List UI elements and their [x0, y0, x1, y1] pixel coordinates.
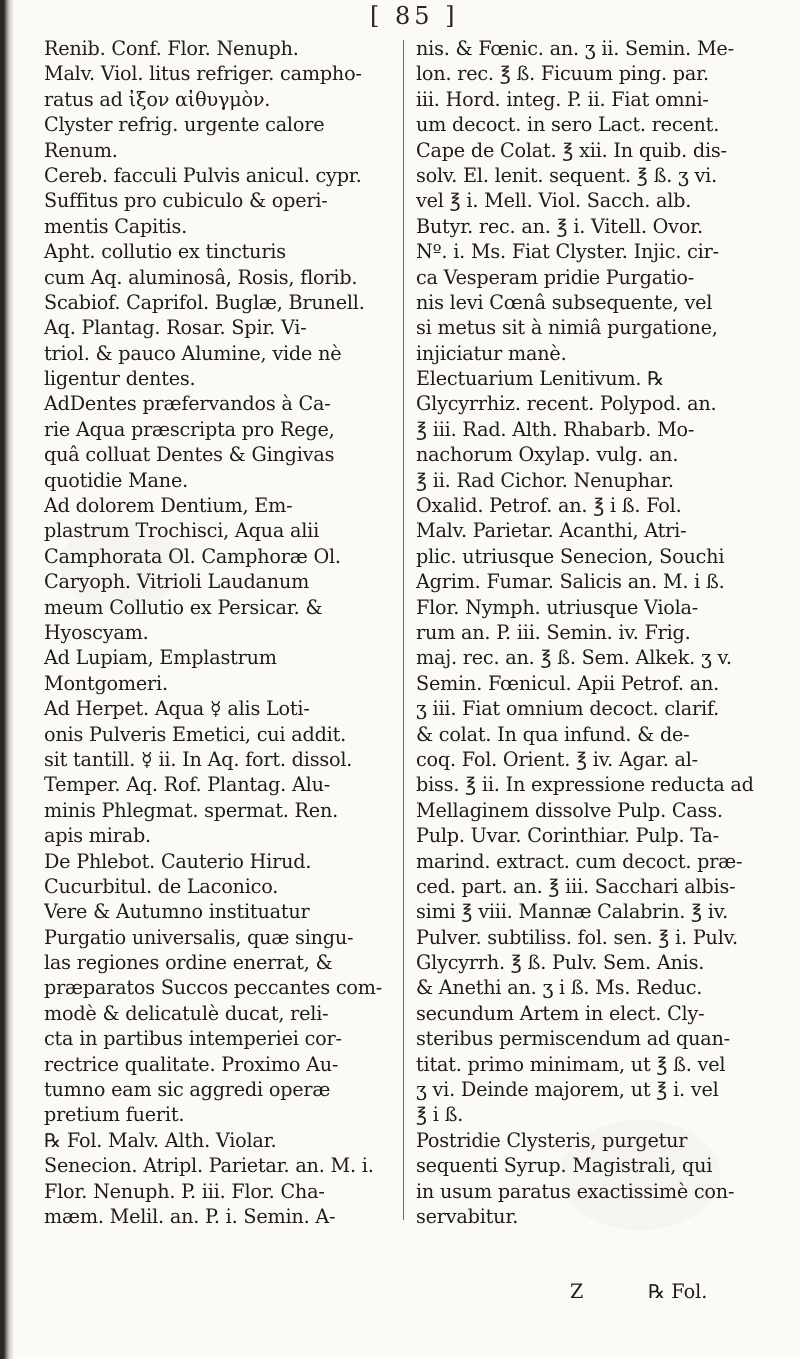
text-line: Camphorata Ol. Camphoræ Ol. [44, 544, 341, 568]
text-line: Purgatio universalis, quæ singu- [44, 925, 354, 949]
text-line: Senecion. Atripl. Parietar. an. M. i. [44, 1154, 374, 1178]
text-line: quotidie Mane. [44, 468, 189, 492]
text-line: Caryoph. Vitrioli Laudanum [44, 570, 310, 594]
text-line: in usum paratus exactissimè con- [416, 1179, 735, 1203]
text-line: cta in partibus intemperiei cor- [44, 1027, 342, 1051]
text-line: ʒ iii. Fiat omnium decoct. clarif. [416, 697, 720, 721]
text-line: De Phlebot. Cauterio Hirud. [44, 849, 312, 873]
text-line: sit tantill. ☿ ii. In Aq. fort. dissol. [44, 747, 353, 771]
text-line: Hyoscyam. [44, 620, 149, 644]
text-line: minis Phlegmat. spermat. Ren. [44, 798, 339, 822]
text-line: Renib. Conf. Flor. Nenuph. [44, 37, 299, 60]
text-line: biss. ℥ ii. In expressione reducta ad [416, 773, 754, 797]
text-line: triol. & pauco Alumine, vide nè [44, 341, 342, 365]
text-line: rectrice qualitate. Proximo Au- [44, 1052, 339, 1076]
text-line: pretium fuerit. [44, 1103, 185, 1127]
text-line: Pulver. subtiliss. fol. sen. ℥ i. Pulv. [416, 925, 738, 949]
signature-mark: Z [570, 1280, 584, 1303]
text-line: ced. part. an. ℥ iii. Sacchari albis- [416, 874, 736, 898]
text-line: Nº. i. Ms. Fiat Clyster. Injic. cir- [416, 240, 719, 264]
text-line: onis Pulveris Emetici, cui addit. [44, 722, 347, 746]
text-line: solv. El. lenit. sequent. ℥ ß. ʒ vi. [416, 163, 717, 187]
text-line: ʒ vi. Deinde majorem, ut ℥ i. vel [416, 1078, 719, 1102]
text-line: ℥ iii. Rad. Alth. Rhabarb. Mo- [416, 417, 695, 441]
text-line: Suffitus pro cubiculo & operi- [44, 189, 328, 213]
text-line: Aq. Plantag. Rosar. Spir. Vi- [44, 316, 307, 340]
text-line: ratus ad ἰξον αἰθυγμὸν. [44, 87, 271, 111]
text-line: Clyster refrig. urgente calore [44, 113, 325, 137]
text-line: simi ℥ viii. Mannæ Calabrin. ℥ iv. [416, 900, 729, 924]
catchword: ℞ Fol. [648, 1280, 708, 1303]
text-line: nis. & Fœnic. an. ʒ ii. Semin. Me- [416, 37, 734, 60]
text-line: Oxalid. Petrof. an. ℥ i ß. Fol. [416, 494, 682, 518]
column-divider [403, 40, 404, 1220]
text-line: Glycyrrhiz. recent. Polypod. an. [416, 392, 717, 416]
text-line: iii. Hord. integ. P. ii. Fiat omni- [416, 87, 709, 111]
text-line: modè & delicatulè ducat, reli- [44, 1001, 329, 1025]
text-line: nis levi Cœnâ subsequente, vel [416, 290, 713, 314]
text-line: ℞ Fol. Malv. Alth. Violar. [44, 1128, 277, 1152]
text-line: ℥ ii. Rad Cichor. Nenuphar. [416, 468, 674, 492]
text-line: Flor. Nenuph. P. iii. Flor. Cha- [44, 1179, 325, 1203]
text-line: servabitur. [416, 1204, 519, 1228]
text-line: Pulp. Uvar. Corinthiar. Pulp. Ta- [416, 824, 719, 848]
text-line: rie Aqua præscripta pro Rege, [44, 417, 335, 441]
text-line: lon. rec. ℥ ß. Ficuum ping. par. [416, 62, 709, 86]
text-line: AdDentes præfervandos à Ca- [44, 392, 331, 416]
text-line: Flor. Nymph. utriusque Viola- [416, 595, 699, 619]
text-line: steribus permiscendum ad quan- [416, 1027, 730, 1051]
text-line: Mellaginem dissolve Pulp. Cass. [416, 798, 723, 822]
text-line: marind. extract. cum decoct. præ- [416, 849, 743, 873]
text-line: mentis Capitis. [44, 214, 188, 238]
text-line: Glycyrrh. ℥ ß. Pulv. Sem. Anis. [416, 951, 705, 975]
text-line: maj. rec. an. ℥ ß. Sem. Alkek. ʒ v. [416, 646, 732, 670]
text-line: Apht. collutio ex tincturis [44, 240, 286, 264]
text-line: injiciatur manè. [416, 341, 567, 365]
right-text-column [416, 36, 764, 1229]
text-line: ℥ i ß. [416, 1103, 464, 1127]
text-line: Cereb. facculi Pulvis anicul. cypr. [44, 163, 362, 187]
text-line: apis mirab. [44, 824, 151, 848]
left-text-column [44, 36, 394, 1229]
text-line: ca Vesperam pridie Purgatio- [416, 265, 695, 289]
text-line: Ad dolorem Dentium, Em- [44, 494, 293, 518]
text-line: Agrim. Fumar. Salicis an. M. i ß. [416, 570, 725, 594]
text-line: rum an. P. iii. Semin. iv. Frig. [416, 620, 691, 644]
text-line: cum Aq. aluminosâ, Rosis, florib. [44, 265, 358, 289]
text-line: tumno eam sic aggredi operæ [44, 1078, 331, 1102]
text-line: vel ℥ i. Mell. Viol. Sacch. alb. [416, 189, 692, 213]
text-line: meum Collutio ex Persicar. & [44, 595, 323, 619]
text-line: Ad Lupiam, Emplastrum [44, 646, 277, 670]
text-line: titat. primo minimam, ut ℥ ß. vel [416, 1052, 726, 1076]
text-line: sequenti Syrup. Magistrali, qui [416, 1154, 713, 1178]
text-line: Montgomeri. [44, 671, 168, 695]
text-line: secundum Artem in elect. Cly- [416, 1001, 705, 1025]
text-line: um decoct. in sero Lact. recent. [416, 113, 720, 137]
text-line: Vere & Autumno instituatur [44, 900, 310, 924]
page-number: [ 85 ] [370, 2, 459, 30]
text-line: plastrum Trochisci, Aqua alii [44, 519, 320, 543]
text-line: nachorum Oxylap. vulg. an. [416, 443, 679, 467]
text-line: plic. utriusque Senecion, Souchi [416, 544, 725, 568]
text-line: Semin. Fœnicul. Apii Petrof. an. [416, 671, 720, 695]
text-line: ligentur dentes. [44, 367, 196, 391]
page-binding-edge [0, 0, 14, 1359]
text-line: Postridie Clysteris, purgetur [416, 1128, 688, 1152]
text-line: Ad Herpet. Aqua ☿ alis Loti- [44, 697, 310, 721]
text-line: Malv. Parietar. Acanthi, Atri- [416, 519, 687, 543]
text-line: las regiones ordine enerrat, & [44, 951, 333, 975]
text-line: Electuarium Lenitivum. ℞ [416, 367, 665, 391]
text-line: quâ colluat Dentes & Gingivas [44, 443, 335, 467]
text-line: Scabiof. Caprifol. Buglæ, Brunell. [44, 290, 365, 314]
text-line: Cape de Colat. ℥ xii. In quib. dis- [416, 138, 727, 162]
text-line: & Anethi an. ʒ i ß. Ms. Reduc. [416, 976, 703, 1000]
text-line: Temper. Aq. Rof. Plantag. Alu- [44, 773, 331, 797]
text-line: Malv. Viol. litus refriger. campho- [44, 62, 362, 86]
text-line: præparatos Succos peccantes com- [44, 976, 383, 1000]
text-line: Cucurbitul. de Laconico. [44, 874, 279, 898]
text-line: si metus sit à nimiâ purgatione, [416, 316, 718, 340]
text-line: Butyr. rec. an. ℥ i. Vitell. Ovor. [416, 214, 703, 238]
text-line: coq. Fol. Orient. ℥ iv. Agar. al- [416, 747, 698, 771]
text-line: Renum. [44, 138, 118, 162]
text-line: mæm. Melil. an. P. i. Semin. A- [44, 1204, 336, 1228]
text-line: & colat. In qua infund. & de- [416, 722, 690, 746]
